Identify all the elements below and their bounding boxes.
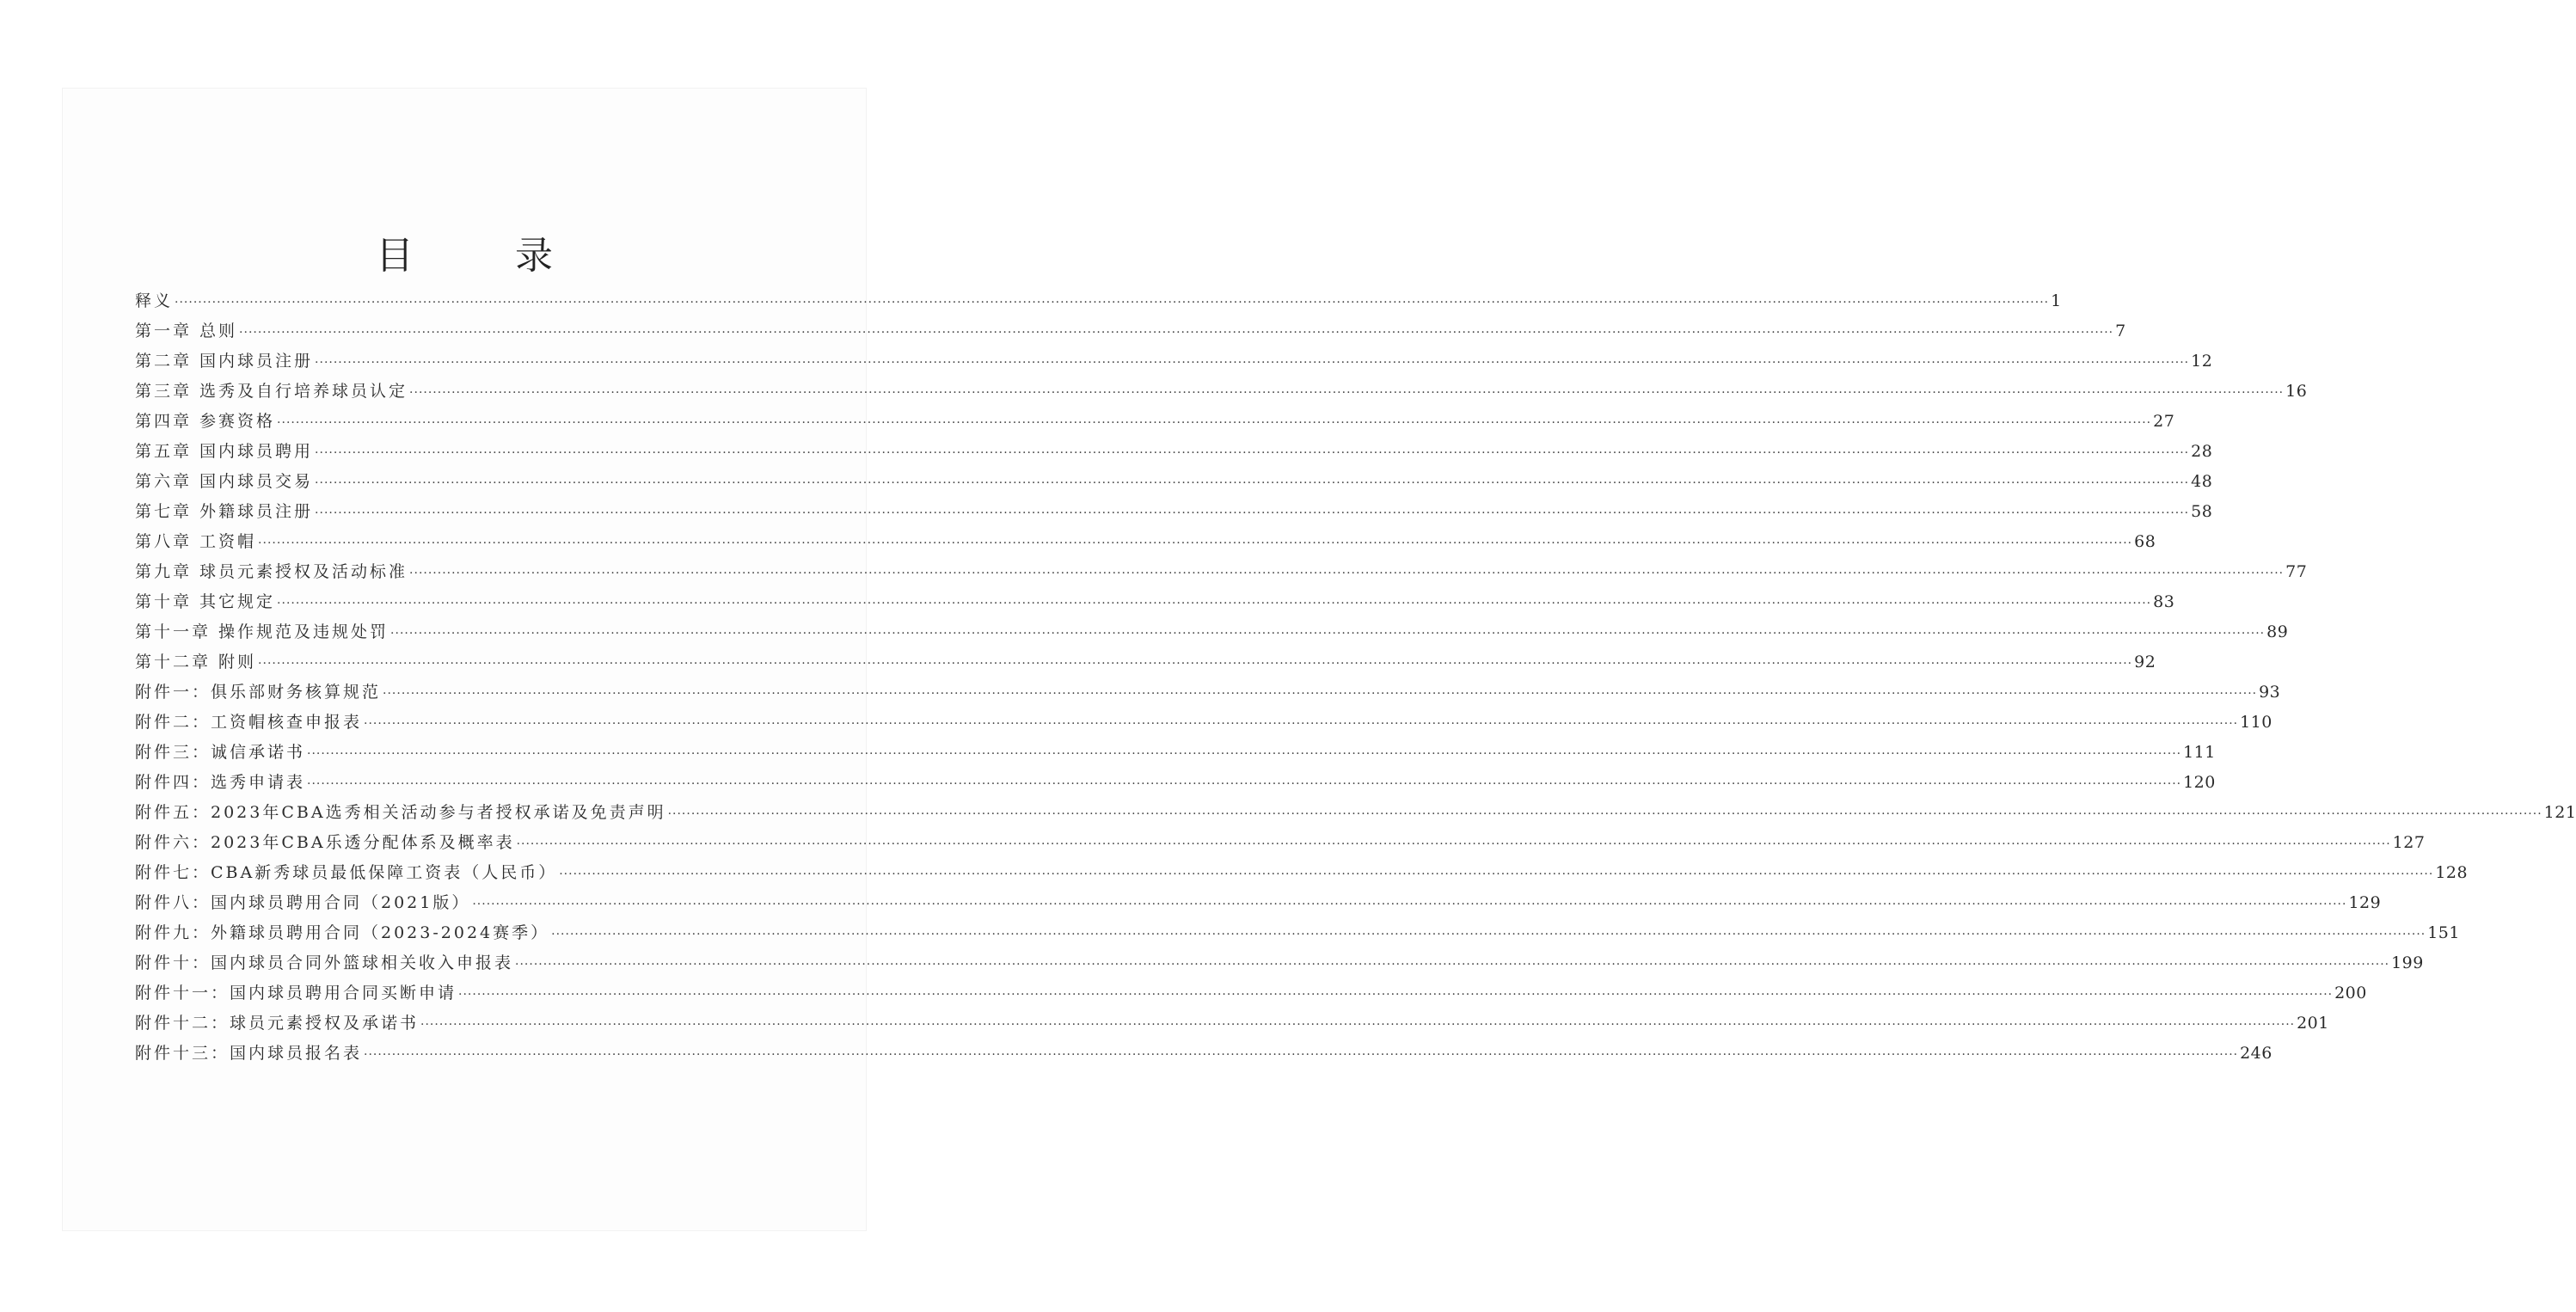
toc-entry-label: 第六章 国内球员交易 [135,472,314,491]
toc-entry-label: 附件九：外籍球员聘用合同（2023-2024赛季） [135,923,550,942]
toc-dot-leader: ················································································································································································································································································································································································································ [315,356,2190,370]
toc-dot-leader: ················································································································································································································································································································································································································ [364,717,2239,731]
toc-dot-leader: ················································································································································································································································································································································································································ [515,958,2390,972]
toc-dot-leader: ················································································································································································································································································································································································································ [258,536,2133,550]
toc-entry-page-number: 68 [2134,532,2156,551]
page-title: 目 录 [376,234,598,279]
toc-entry[interactable] [135,918,2460,948]
toc-entry-page-number: 120 [2183,773,2216,792]
toc-entry[interactable] [135,377,2308,407]
toc-entry[interactable] [135,647,2156,677]
toc-entry-label: 附件十一：国内球员聘用合同买断申请 [135,984,457,1002]
toc-entry-label: 第十一章 操作规范及违规处罚 [135,622,389,641]
toc-entry-label: 第十章 其它规定 [135,592,276,611]
toc-entry-page-number: 1 [2051,291,2062,310]
toc-entry-label: 附件三：诚信承诺书 [135,743,306,762]
toc-dot-leader: ················································································································································································································································································································································································································ [364,1048,2239,1062]
toc-entry[interactable] [135,437,2213,467]
toc-entry-page-number: 199 [2391,953,2424,972]
toc-entry[interactable] [135,497,2213,527]
toc-entry-page-number: 48 [2191,472,2213,491]
toc-entry-label: 第十二章 附则 [135,653,257,671]
toc-entry-page-number: 121 [2543,803,2576,822]
toc-entry[interactable] [135,316,2126,346]
toc-dot-leader: ················································································································································································································································································································································································································ [551,928,2426,941]
toc-entry-page-number: 111 [2183,743,2216,762]
toc-entry-page-number: 129 [2348,893,2382,912]
toc-entry[interactable] [135,828,2426,858]
toc-entry-page-number: 12 [2191,352,2213,371]
toc-entry-page-number: 127 [2392,833,2426,852]
toc-dot-leader: ················································································································································································································································································································································································································ [307,777,2182,791]
toc-entry-label: 附件六：2023年CBA乐透分配体系及概率表 [135,833,515,852]
toc-entry-label: 附件四：选秀申请表 [135,773,306,792]
toc-entry-label: 第八章 工资帽 [135,532,257,551]
toc-entry[interactable] [135,557,2308,587]
toc-dot-leader: ················································································································································································································································································································································································································ [409,386,2285,400]
toc-entry-page-number: 151 [2427,923,2460,942]
toc-entry-label: 第一章 总则 [135,322,238,340]
toc-entry-label: 第五章 国内球员聘用 [135,442,314,461]
toc-entry[interactable] [135,286,2062,316]
toc-dot-leader: ················································································································································································································································································································································································································ [383,687,2258,701]
toc-entry[interactable] [135,978,2367,1009]
toc-entry[interactable] [135,1009,2329,1039]
toc-dot-leader: ················································································································································································································································································································································································································ [277,597,2152,610]
toc-entry[interactable] [135,587,2175,617]
toc-entry[interactable] [135,346,2213,377]
toc-entry[interactable] [135,888,2382,918]
toc-entry[interactable] [135,677,2281,708]
toc-entry[interactable] [135,738,2216,768]
toc-entry-page-number: 27 [2153,412,2175,431]
toc-entry-label: 第七章 外籍球员注册 [135,502,314,521]
toc-entry[interactable] [135,1039,2272,1069]
toc-entry-page-number: 7 [2115,322,2126,340]
toc-dot-leader: ················································································································································································································································································································································································································ [559,868,2434,881]
toc-entry[interactable] [135,768,2216,798]
toc-entry-label: 附件十三：国内球员报名表 [135,1044,363,1063]
toc-entry-page-number: 200 [2334,984,2367,1002]
toc-entry-label: 附件十：国内球员合同外篮球相关收入申报表 [135,953,514,972]
toc-dot-leader: ················································································································································································································································································································································································································ [315,506,2190,520]
toc-entry-label: 附件五：2023年CBA选秀相关活动参与者授权承诺及免责声明 [135,803,666,822]
toc-dot-leader: ················································································································································································································································································································································································································ [516,837,2391,851]
toc-entry[interactable] [135,798,2576,828]
toc-dot-leader: ················································································································································································································································································································································································································ [239,326,2114,340]
toc-entry-page-number: 58 [2191,502,2213,521]
toc-entry-page-number: 92 [2134,653,2156,671]
toc-entry-page-number: 28 [2191,442,2213,461]
toc-dot-leader: ················································································································································································································································································································································································································ [667,807,2542,821]
toc-entry-label: 附件二：工资帽核查申报表 [135,713,363,732]
toc-entry-label: 释义 [135,291,174,310]
table-of-contents [135,286,2576,1069]
toc-dot-leader: ················································································································································································································································································································································································································ [258,657,2133,671]
toc-entry[interactable] [135,617,2289,647]
toc-entry-label: 附件八：国内球员聘用合同（2021版） [135,893,471,912]
toc-entry[interactable] [135,467,2213,497]
toc-entry-page-number: 83 [2153,592,2175,611]
toc-entry-page-number: 246 [2240,1044,2272,1063]
toc-entry[interactable] [135,858,2469,888]
toc-entry-page-number: 16 [2285,382,2308,401]
toc-dot-leader: ················································································································································································································································································································································································································ [175,296,2050,310]
toc-entry-page-number: 93 [2259,683,2281,702]
toc-entry-label: 第三章 选秀及自行培养球员认定 [135,382,408,401]
toc-dot-leader: ················································································································································································································································································································································································································ [307,747,2182,761]
toc-entry-label: 附件一：俱乐部财务核算规范 [135,683,382,702]
toc-dot-leader: ················································································································································································································································································································································································································ [315,446,2190,460]
toc-entry-page-number: 128 [2435,863,2469,882]
toc-dot-leader: ················································································································································································································································································································································································································ [420,1018,2296,1032]
toc-dot-leader: ················································································································································································································································································································································································································ [409,567,2285,580]
toc-entry-label: 附件十二：球员元素授权及承诺书 [135,1014,420,1033]
toc-entry[interactable] [135,708,2272,738]
toc-entry-page-number: 110 [2240,713,2272,732]
toc-entry[interactable] [135,527,2156,557]
toc-dot-leader: ················································································································································································································································································································································································································ [277,416,2152,430]
toc-entry-label: 第二章 国内球员注册 [135,352,314,371]
toc-dot-leader: ················································································································································································································································································································································································································ [458,988,2334,1002]
toc-entry[interactable] [135,407,2175,437]
toc-entry-page-number: 77 [2285,562,2308,581]
toc-entry-page-number: 201 [2297,1014,2329,1033]
toc-entry-label: 附件七：CBA新秀球员最低保障工资表（人民币） [135,863,558,882]
toc-dot-leader: ················································································································································································································································································································································································································ [315,476,2190,490]
toc-dot-leader: ················································································································································································································································································································································································································ [472,898,2347,911]
toc-entry-label: 第四章 参赛资格 [135,412,276,431]
toc-entry[interactable] [135,948,2424,978]
toc-entry-page-number: 89 [2266,622,2289,641]
toc-dot-leader: ················································································································································································································································································································································································································ [390,627,2266,641]
toc-entry-label: 第九章 球员元素授权及活动标准 [135,562,408,581]
